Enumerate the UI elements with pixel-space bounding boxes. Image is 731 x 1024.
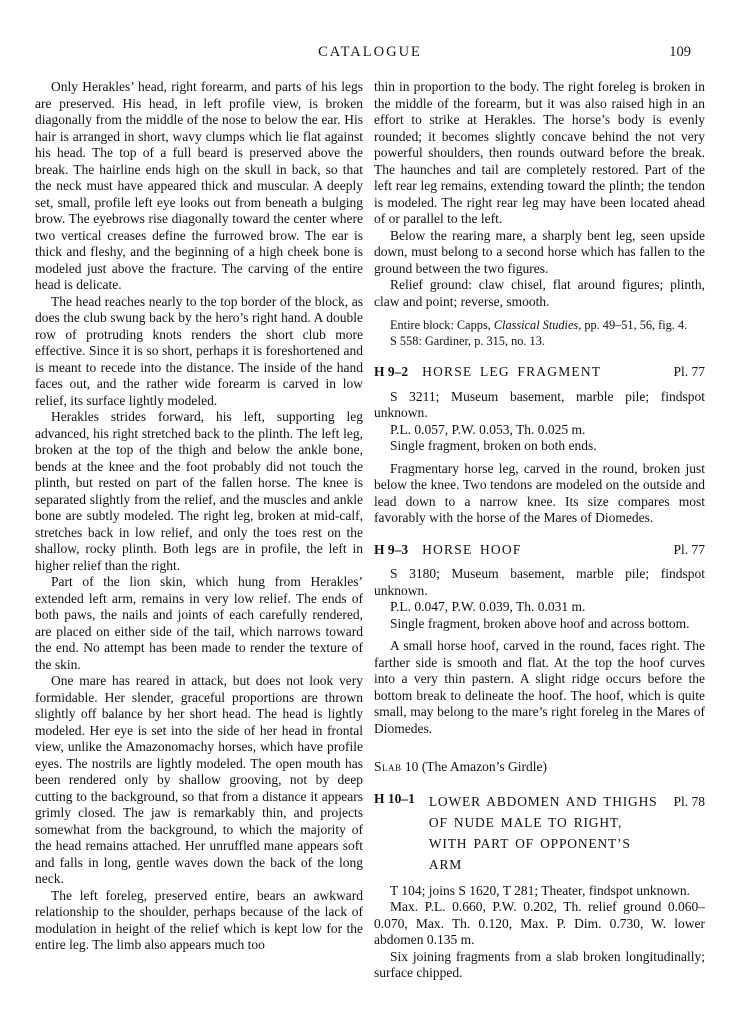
- catalogue-entry-h10-1: [374, 791, 705, 982]
- entry-title-line: ARM: [428, 856, 463, 872]
- right-column: [374, 79, 705, 982]
- catalogue-entry-h9-2: [374, 364, 705, 527]
- relief-ground-note: Relief ground: claw chisel, flat around figures; plinth, claw and point; reverse, smooth.: [374, 277, 705, 309]
- entry-description: A small horse hoof, carved in the round, faces right. The farther side is smooth and flat. At the top the hoof curves into a very thin pastern. A slight ridge occurs before the bottom break to delineate the hoof. The hoof, which is quite small, may belong to the mare’s right foreleg in the Mares of Diomedes.: [374, 638, 705, 736]
- entry-heading: [374, 791, 705, 875]
- entry-title-line: [429, 791, 705, 812]
- catalogue-entry-h9-3: [374, 542, 705, 738]
- entry-title-multiline: [429, 791, 705, 875]
- plate-reference: Pl. 77: [673, 541, 705, 557]
- paragraph: The head reaches nearly to the top border of the block, as does the club swung back by the hero’s right hand. A double row of protruding knots renders the short club more effective. Since it is so short, perhaps it is foreshortened and is meant to recede into the distance. The inside of the hand faces out, and the rather wide forearm is carved in low relief, its surface lightly modeled.: [35, 293, 363, 408]
- entry-provenance: S 3211; Museum basement, marble pile; findspot unknown.: [374, 388, 705, 420]
- entry-title-line: OF NUDE MALE TO RIGHT,: [428, 814, 623, 830]
- entry-condition: Six joining fragments from a slab broken longitudinally; surface chipped.: [374, 948, 705, 980]
- paragraph: Only Herakles’ head, right forearm, and parts of his legs are preserved. His head, in left profile view, is broken diagonally from the middle of the nose to below the ear. His hair is arranged in short, wavy clumps which lie flat against his head. The top of a full beard is preserved above the break. The hairline ends high on the skull in back, so that the neck must have appeared thick and muscular. A deeply set, small, profile left eye looks out from beneath a bulging brow. The eyebrows rise diagonally toward the center where two vertical creases define the furrowed brow. The ear is thick and fleshy, and the beginning of a high cheek bone is modeled just above the fracture. The carving of the entire head is delicate.: [35, 79, 363, 292]
- entry-condition: Single fragment, broken on both ends.: [390, 438, 597, 453]
- slab-label: Slab: [374, 759, 402, 774]
- entry-provenance: S 3180; Museum basement, marble pile; findspot unknown.: [374, 566, 705, 598]
- plate-reference: Pl. 77: [673, 364, 705, 379]
- bibliography-line: [390, 318, 705, 334]
- left-column: [35, 79, 363, 982]
- entry-title: LOWER ABDOMEN AND THIGHS: [428, 793, 658, 809]
- paragraph: One mare has reared in attack, but does not look very formidable. Her slender, graceful proportions are thrown slightly off balance by her short head. The head is lightly modeled. Her eye is set into the side of her head in frontal view, unlike the Amazonomachy horses, which have profile eyes. The nostrils are lightly modeled. The open mouth has been rendered only by shallow grooving, not by deep cutting to the background, so that from a distance it appears grimly closed. The jaw is remarkably thin, and projects somewhat from the background, to which the majority of the head remains attached. Her unruffled mane appears soft and falls in long, gentle waves down the back of the long neck.: [35, 673, 363, 886]
- page-number: 109: [669, 44, 691, 60]
- bib-italic-title: Classical Studies: [493, 318, 579, 332]
- paragraph: Below the rearing mare, a sharply bent leg, seen upside down, must belong to a second horse which has fallen to the ground between the two figures.: [374, 227, 705, 276]
- entry-dimensions: Max. P.L. 0.660, P.W. 0.202, Th. relief ground 0.060–0.070, Max. Th. 0.120, Max. P. Dim. 0.730, W. lower abdomen 0.135 m.: [374, 899, 705, 947]
- bibliography: [390, 318, 705, 349]
- entry-heading: [374, 542, 705, 559]
- entry-description: Fragmentary horse leg, carved in the round, broken just below the knee. Two tendons are modeled on the outside and lead down to a narrow knee. Its size compares most favorably with the horse of the Mares of Diomedes.: [374, 460, 705, 525]
- entry-id: H 10–1: [374, 790, 415, 806]
- page-header: [35, 44, 705, 64]
- slab-section-heading: [374, 759, 705, 776]
- plate-reference: Pl. 78: [673, 793, 705, 809]
- entry-heading: [374, 364, 705, 381]
- entry-id: H 9–3: [374, 541, 409, 557]
- two-column-layout: [35, 79, 705, 982]
- paragraph-continuation: thin in proportion to the body. The right foreleg is broken in the middle of the forearm, but it was also raised high in an effort to strike at Herakles. The horse’s body is evenly rounded; it becomes slightly concave behind the not very powerful shoulders, then rounds outward before the break. The haunches and tail are completely restored. Part of the left rear leg remains, extending toward the plinth; the tendon is modeled. The right rear leg may have been located ahead of or parallel to the left.: [374, 79, 705, 226]
- entry-provenance: T 104; joins S 1620, T 281; Theater, findspot unknown.: [390, 882, 690, 898]
- entry-title: HORSE HOOF: [422, 541, 522, 557]
- paragraph: Herakles strides forward, his left, supporting leg advanced, his right stretched back to the plinth. The left leg, broken at the top of the thigh and below the ankle bone, bends at the knee and the foot probably did not touch the plinth, but rested on part of the fallen horse. The knee is separated slightly from the relief, and the muscles and ankle bone are subtly modeled. The right leg, broken at mid-calf, stretches back in low relief, and only the toes rest on the shallow, rocky plinth. Both legs are in profile, the left in higher relief than the right.: [35, 409, 363, 573]
- bib-text: Entire block: Capps,: [390, 318, 494, 332]
- entry-title-line: WITH PART OF OPPONENT’S: [428, 835, 631, 851]
- paragraph: The left foreleg, preserved entire, bears an awkward relationship to the shoulder, perhaps because of the lack of modulation in height of the relief which is kept low for the entire leg. The limb also appears much too: [35, 887, 363, 952]
- bibliography-line: S 558: Gardiner, p. 315, no. 13.: [390, 333, 545, 348]
- entry-title: HORSE LEG FRAGMENT: [422, 364, 602, 379]
- entry-id: H 9–2: [374, 364, 409, 379]
- entry-dimensions: P.L. 0.047, P.W. 0.039, Th. 0.031 m.: [390, 599, 586, 614]
- entry-dimensions: P.L. 0.057, P.W. 0.053, Th. 0.025 m.: [390, 421, 586, 437]
- slab-title: 10 (The Amazon’s Girdle): [401, 759, 547, 774]
- entry-condition: Single fragment, broken above hoof and across bottom.: [390, 615, 690, 631]
- paragraph: Part of the lion skin, which hung from Herakles’ extended left arm, remains in very low relief. The ends of both paws, the nails and joints of each carefully rendered, are placed on either side of the tail, which narrows toward the end. No attempt has been made to render the texture of the skin.: [35, 574, 363, 672]
- running-head: CATALOGUE: [318, 44, 422, 60]
- bib-text: , pp. 49–51, 56, fig. 4.: [578, 318, 688, 332]
